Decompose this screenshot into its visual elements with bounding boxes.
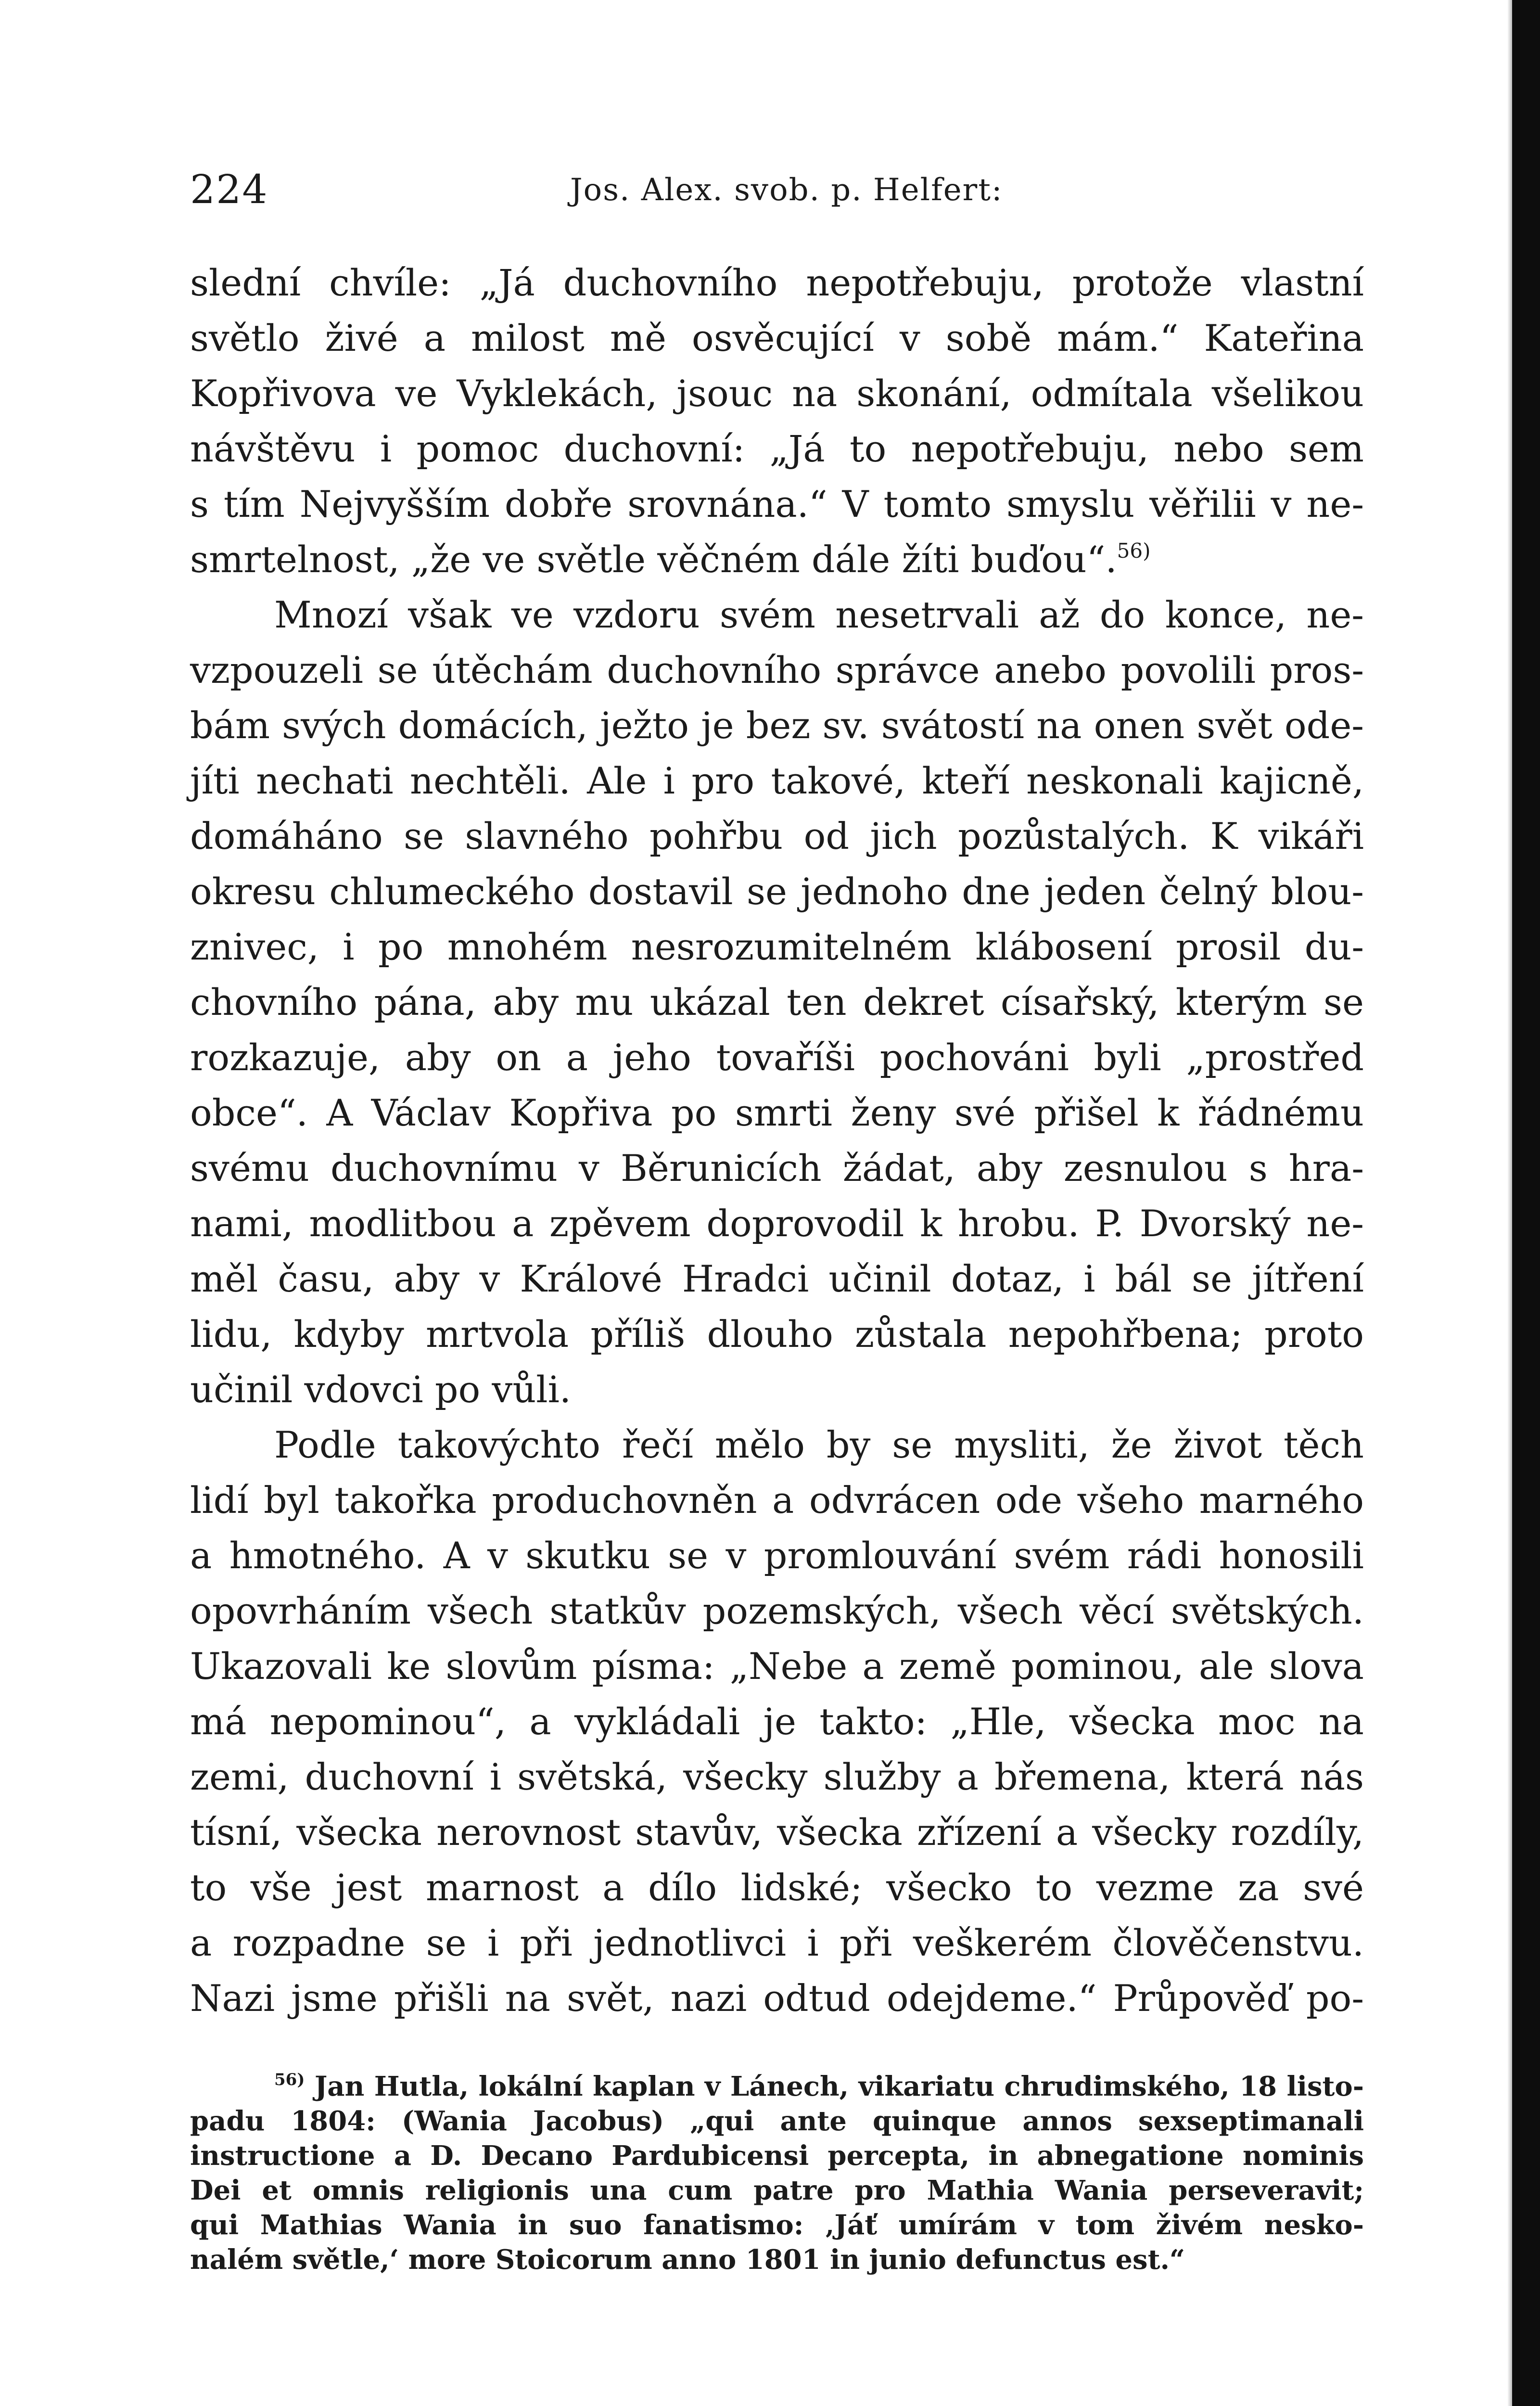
text-line: to vše jest marnost a dílo lidské; všecko to vezme za své: [190, 1866, 1364, 1909]
text-line-with-footnote: [190, 532, 1364, 587]
text-line: Kopřivova ve Vyklekách, jsouc na skonání, odmítala všelikou: [190, 372, 1364, 415]
text-line: opovrháním všech statkův pozemských, všech věcí světských.: [190, 1589, 1364, 1632]
text-line: návštěvu i pomoc duchovní: „Já to nepotřebuju, nebo sem: [190, 427, 1364, 470]
text-line: jíti nechati nechtěli. Ale i pro takové, kteří neskonali kajicně,: [190, 759, 1364, 802]
footnote-line: padu 1804: (Wania Jacobus) „qui ante quinque annos sexseptimanali: [190, 2105, 1364, 2137]
body-text: [190, 255, 1364, 2026]
text-line: slední chvíle: „Já duchovního nepotřebuju, protože vlastní: [190, 261, 1364, 304]
footnote-line: nalém světle,‘ more Stoicorum anno 1801 in junio defunctus est.“: [190, 2244, 1185, 2276]
text-line: lidí byl takořka produchovněn a odvrácen ode všeho marného: [190, 1479, 1364, 1522]
text-line: znivec, i po mnohém nesrozumitelném klábosení prosil du-: [190, 925, 1364, 968]
scan-edge-shadow: [1507, 0, 1512, 2406]
footnote-line: Dei et omnis religionis una cum patre pro Mathia Wania perseveravit;: [190, 2175, 1364, 2206]
footnote-line-with-marker: [190, 2069, 1364, 2104]
text-line: Ukazovali ke slovům písma: „Nebe a země pominou, ale slova: [190, 1645, 1364, 1688]
text-line: měl času, aby v Králové Hradci učinil dotaz, i bál se jítření: [190, 1257, 1364, 1300]
text-line: chovního pána, aby mu ukázal ten dekret císařský, kterým se: [190, 981, 1364, 1024]
text-line: vzpouzeli se útěchám duchovního správce anebo povolili pros-: [190, 649, 1364, 691]
footnote-line: qui Mathias Wania in suo fanatismo: ‚Jáť umírám v tom živém nesko-: [190, 2209, 1364, 2241]
text-line: bám svých domácích, ježto je bez sv. svátostí na onen svět ode-: [190, 704, 1364, 747]
text-line: s tím Nejvyšším dobře srovnána.“ V tomto smyslu věřilii v ne-: [190, 483, 1364, 525]
text-line: má nepominou“, a vykládali je takto: „Hle, všecka moc na: [190, 1700, 1364, 1743]
scan-edge: [1512, 0, 1540, 2406]
text-line: a hmotného. A v skutku se v promlouvání svém rádi honosili: [190, 1534, 1364, 1577]
running-title: Jos. Alex. svob. p. Helfert:: [570, 172, 1003, 208]
footnote-line: Jan Hutla, lokální kaplan v Lánech, vikariatu chrudimského, 18 listo-: [314, 2071, 1364, 2102]
text-line: zemi, duchovní i světská, všecky služby a břemena, která nás: [190, 1755, 1364, 1798]
text-line: a rozpadne se i při jednotlivci i při veškerém člověčenstvu.: [190, 1921, 1364, 1964]
text-line: světlo živé a milost mě osvěcující v sobě mám.“ Kateřina: [190, 317, 1364, 359]
text-line: rozkazuje, aby on a jeho tovaříši pochováni byli „prostřed: [190, 1036, 1364, 1079]
text-line: domáháno se slavného pohřbu od jich pozůstalých. K vikáři: [190, 815, 1364, 857]
footnotes: [190, 2069, 1364, 2277]
text-line: Nazi jsme přišli na svět, nazi odtud odejdeme.“ Průpověď po-: [190, 1977, 1364, 2020]
footnote-line: instructione a D. Decano Pardubicensi percepta, in abnegatione nominis: [190, 2140, 1364, 2172]
text-line: Mnozí však ve vzdoru svém nesetrvali až do konce, ne-: [274, 593, 1364, 636]
text-line: tísní, všecka nerovnost stavův, všecka zřízení a všecky rozdíly,: [190, 1811, 1364, 1854]
text-line: obce“. A Václav Kopřiva po smrti ženy své přišel k řádnému: [190, 1091, 1364, 1134]
page-number: 224: [190, 167, 268, 213]
text-line: Podle takovýchto řečí mělo by se mysliti, že život těch: [274, 1423, 1364, 1466]
footnote-reference: 56): [1117, 539, 1151, 563]
text-line: nami, modlitbou a zpěvem doprovodil k hrobu. P. Dvorský ne-: [190, 1202, 1364, 1245]
text-line: učinil vdovci po vůli.: [190, 1368, 572, 1411]
text-line: smrtelnost, „že ve světle věčném dále žíti buďou“.: [190, 538, 1117, 581]
page-header: [190, 164, 1374, 217]
text-line: okresu chlumeckého dostavil se jednoho dne jeden čelný blou-: [190, 870, 1364, 913]
text-line: lidu, kdyby mrtvola příliš dlouho zůstala nepohřbena; proto: [190, 1313, 1364, 1356]
footnote-marker: 56): [274, 2070, 305, 2089]
text-line: svému duchovnímu v Běrunicích žádat, aby zesnulou s hra-: [190, 1147, 1364, 1190]
